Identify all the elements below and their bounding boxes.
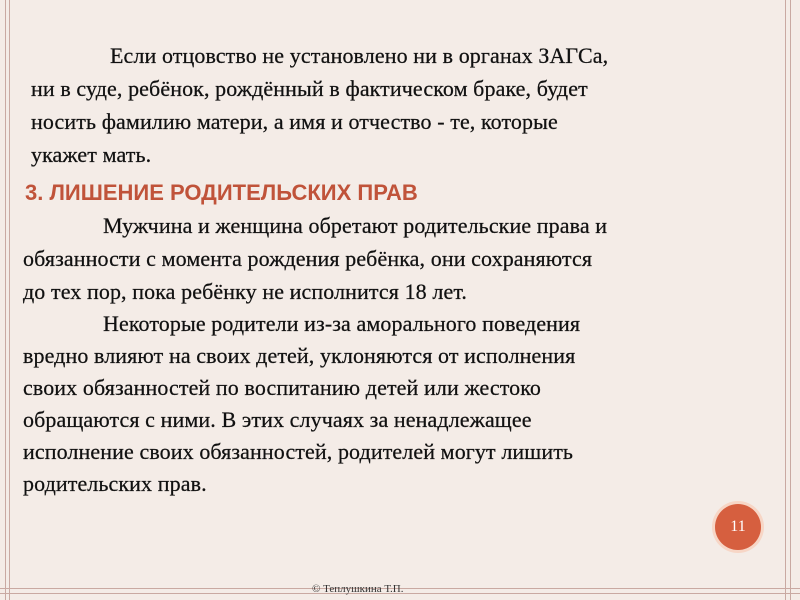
paragraph-2-line: своих обязанностей по воспитанию детей или жестоко bbox=[23, 375, 542, 400]
section-heading: 3. ЛИШЕНИЕ РОДИТЕЛЬСКИХ ПРАВ bbox=[25, 180, 418, 205]
paragraph-2-line: вредно влияют на своих детей, уклоняются от исполнения bbox=[23, 343, 576, 368]
paragraph-2-line: родительских прав. bbox=[23, 471, 207, 496]
page-number-badge: 11 bbox=[715, 504, 761, 550]
paragraph-2-line: обращаются с ними. В этих случаях за ненадлежащее bbox=[23, 407, 532, 432]
intro-line: укажет мать. bbox=[31, 142, 152, 167]
intro-line: Если отцовство не установлено ни в органах ЗАГСа, bbox=[110, 43, 609, 68]
paragraph-1-line: обязанности с момента рождения ребёнка, они сохраняются bbox=[23, 246, 593, 271]
intro-line: ни в суде, ребёнок, рождённый в фактическом браке, будет bbox=[31, 76, 588, 101]
intro-line: носить фамилию матери, а имя и отчество - те, которые bbox=[31, 109, 558, 134]
paragraph-2-line: исполнение своих обязанностей, родителей могут лишить bbox=[23, 439, 574, 464]
paragraph-1-line: Мужчина и женщина обретают родительские права и bbox=[103, 213, 608, 238]
paragraph-1-line: до тех пор, пока ребёнку не исполнится 18 лет. bbox=[23, 279, 467, 304]
copyright-footer: © Теплушкина Т.П. bbox=[312, 583, 404, 595]
paragraph-2-line: Некоторые родители из-за аморального поведения bbox=[103, 311, 581, 336]
